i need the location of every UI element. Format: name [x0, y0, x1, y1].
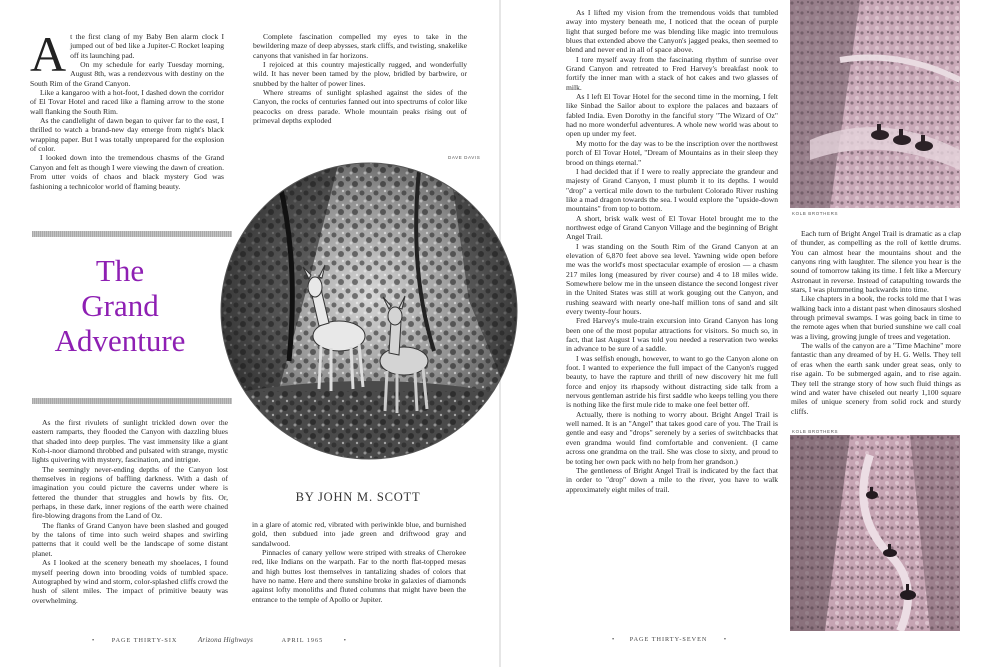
- paragraph: I tore myself away from the fascinating rhythm of sunrise over Grand Canyon and retreated to Fred Harvey's breakfast nook to fortify the inner man with a stack of hot cakes and two glasses of milk.: [566, 54, 778, 92]
- bullet: •: [723, 636, 728, 643]
- bullet: •: [612, 636, 616, 643]
- paragraph: The flanks of Grand Canyon have been slashed and gouged by the talons of time into such weird shapes and swirling patterns that it could well be the landscape of some distant planet.: [32, 520, 228, 558]
- bullet: •: [343, 637, 347, 644]
- paragraph: As the first rivulets of sunlight trickled down over the eastern ramparts, they flooded the Canyon with dazzling blues that shaded into deep purples. The vast immensity like a giant Koh-i-noor diamond throbbed and pulsated with strange, mystic lights quivering with mystery, fascination, and intrigue.: [32, 418, 228, 465]
- paragraph: I was standing on the South Rim of the Grand Canyon at an elevation of 6,870 feet above sea level. Yawning wide open before me was the world's most spectacular example of erosion — a chasm 217 miles long (measured by river course) and 4 to 18 miles wide. Somewhere below me in the unseen distance the second longest river in the United States was still at work gouging out the Canyon, and rushing seaward with nearly one-half million tons of sand and silt every twenty-four hours.: [566, 241, 778, 316]
- byline: BY JOHN M. SCOTT: [295, 490, 421, 504]
- paragraph: On my schedule for early Tuesday morning, August 8th, was a rendezvous with destiny on the South Rim of the Grand Canyon.: [30, 60, 224, 88]
- paragraph: t the first clang of my Baby Ben alarm clock I jumped out of bed like a Jupiter-C Rocket leaping off its launching pad.: [70, 32, 224, 60]
- column-2-upper: [253, 32, 467, 144]
- column-1-intro: [30, 32, 224, 228]
- magazine-name: Arizona Highways: [197, 636, 254, 644]
- paragraph: I was selfish enough, however, to want to go the Canyon alone on foot. I wanted to experience the full impact of the Canyon's rugged beauty, to have the rapture and thrill of new discovery hit me full force and enjoy its rhapsody without distracting side talk from a nervous gentleman astride his first saddle who keeps telling you there is nothing like the first mule ride to make one feel better off.: [566, 353, 778, 410]
- paragraph: Each turn of Bright Angel Trail is dramatic as a clap of thunder, as compelling as the roll of kettle drums. You can almost hear the mountains shout and the canyons ring with laughter. The silence you hear is the sound of tomorrow taking its time. I felt like a Mercury Astronaut in reverse. Instead of catapulting towards the stars, I was plummeting backwards into time.: [791, 229, 961, 295]
- paragraph: Fred Harvey's mule-train excursion into Grand Canyon has long been one of the most popular attractions for visitors. So much so, in fact, that last August I was told you needed a reservation two weeks in advance to be sure of a saddle.: [566, 316, 778, 354]
- title-rule-bottom: [32, 398, 232, 404]
- paragraph: The gentleness of Bright Angel Trail is indicated by the fact that in order to "drop" down a mile to the river, you have to walk approximately eight miles of trail.: [566, 465, 778, 494]
- paragraph: Actually, there is nothing to worry about. Bright Angel Trail is well named. It is an "Angel" that takes good care of you. The Trail is gentle and easy and "drops" serenely by a series of switchbacks that even grandma would find comfortable and convenient. (I came across one grandma on the trail. She was close to sixty, and proud to be toting her own pack with no help from her grandson.): [566, 409, 778, 466]
- photo-credit: DAVE DAVIS: [448, 155, 481, 160]
- paragraph: Complete fascination compelled my eyes to take in the bewildering maze of deep abysses, stark cliffs, and twisting, snakelike canyons that vanished in far horizons.: [253, 32, 467, 60]
- paragraph: Pinnacles of canary yellow were striped with streaks of Cherokee red, like Indians on the warpath. Far to the north flat-topped mesas and high buttes lost themselves in tantalizing shades of colors that have no name. Here and there sunshine broke in galaxies of diamonds against lofty monoliths and fluted columns that might have been the entrance to the temple of Apollo or Jupiter.: [252, 548, 466, 604]
- paragraph: I rejoiced at this country majestically rugged, and wonderfully wild. It has never been tamed by the plow, bridled by barbwire, or snubbed by the halter of power lines.: [253, 60, 467, 88]
- paragraph: As I looked at the scenery beneath my shoelaces, I found myself peering down into brooding voids of tumbled space. Autographed by wind and storm, color-splashed cliffs crowd the hush of silent miles. The impact of primitive beauty was overwhelming.: [32, 558, 228, 605]
- paragraph: As the candlelight of dawn began to quiver far to the east, I thrilled to watch a brand-new day emerge from night's black wrapping paper. But I was totally unprepared for the explosion of color.: [30, 116, 224, 154]
- mule-riders-photo: [790, 435, 960, 631]
- title-line: Grand: [81, 288, 159, 323]
- column-4: [791, 229, 961, 429]
- title-line: Adventure: [54, 323, 186, 358]
- title-line: The: [95, 253, 145, 288]
- paragraph: I looked down into the tremendous chasms of the Grand Canyon and felt as though I were viewing the dawn of creation. From utter voids of chaos and black mystery God was fashioning a technicolor world of flaming beauty.: [30, 153, 224, 191]
- footer-left: [92, 636, 412, 644]
- photo-credit-bottom: KOLB BROTHERS: [792, 429, 839, 434]
- column-1-lower: [32, 418, 228, 618]
- paragraph: in a glare of atomic red, vibrated with periwinkle blue, and burnished gold, then subdued into jade green and driftwood gray and sandalwood.: [252, 520, 466, 548]
- paragraph: A short, brisk walk west of El Tovar Hotel brought me to the northwest edge of Grand Canyon Village and the beginning of Bright Angel Trail.: [566, 213, 778, 242]
- paragraph: Where streams of sunlight splashed against the sides of the Canyon, the rocks of centuries fanned out into spectrums of color like peacocks on dress parade. Whole mountain peaks rising out of primeval depths exploded: [253, 88, 467, 126]
- page-number: PAGE THIRTY-SEVEN: [629, 636, 708, 643]
- paragraph: As I left El Tovar Hotel for the second time in the morning, I felt like Sinbad the Sailor about to explore the palaces and bazaars of fabled India. Even Dorothy in the fanciful story "The Wizard of Oz" had no more wonderful adventures. A whole new world was about to open up under my feet.: [566, 92, 778, 139]
- paragraph: Like chapters in a book, the rocks told me that I was walking back into a distant past when dinosaurs sloshed through primeval swamps. I was going back in time to the remote ages when that buried sunshine we call coal was a living, growing jungle of trees and vegetation.: [791, 294, 961, 341]
- paragraph: The walls of the canyon are a "Time Machine" more fantastic than any dreamed of by H. G. Wells. They tell of eras when the earth sank under great seas, only to rise again. To be submerged again, and to rise again. They tell the strange story of how such fluid things as wind and water have chiseled out nearly 1,100 square miles of unique scenery from solid rock and sturdy cliffs.: [791, 341, 961, 416]
- issue-date: APRIL 1965: [281, 637, 324, 644]
- drop-cap: A: [30, 32, 67, 82]
- column-3: [566, 8, 778, 620]
- page-number: PAGE THIRTY-SIX: [111, 637, 178, 644]
- paragraph: As I lifted my vision from the tremendous voids that tumbled away into mystery beneath me, I noticed that the ocean of purple light that surged before me was blending like magic into tremulous blues that extended above the Canyon's jagged peaks, then seemed to blend and never end in all of space above.: [566, 8, 778, 55]
- paragraph: The seemingly never-ending depths of the Canyon lost themselves in regions of baffling darkness. With a dash of imagination you could picture the caverns under where is fettered the thunder that struggles and howls by fits. Or, perhaps, in these dark, inner regions of the earth were chained fire-blowing dragons from the Land of Oz.: [32, 464, 228, 521]
- paragraph: I had decided that if I were to really appreciate the grandeur and majesty of Grand Canyon, I must plumb it to its depths. I would "drop" a vertical mile down to the turbulent Colorado River rushing like a mad dragon towards the sea. I would explore the "upside-down mountains" from top to bottom.: [566, 166, 778, 214]
- canyon-trail-photo: [790, 0, 960, 208]
- photo-credit-top: KOLB BROTHERS: [792, 211, 839, 216]
- title-rule-top: [32, 231, 232, 237]
- article-title: [30, 253, 210, 358]
- deer-photo: [219, 161, 519, 461]
- paragraph: My motto for the day was to be the inscription over the northwest porch of El Tovar Hotel, "Dream of Mountains as in their sleep they brood on things eternal.": [566, 138, 778, 167]
- paragraph: Like a kangaroo with a hot-foot, I dashed down the corridor of El Tovar Hotel and raced like a flaming arrow to the stone wall flanking the South Rim.: [30, 88, 224, 116]
- footer-right: [612, 636, 812, 643]
- column-2-lower: [252, 520, 466, 620]
- bullet: •: [92, 637, 96, 644]
